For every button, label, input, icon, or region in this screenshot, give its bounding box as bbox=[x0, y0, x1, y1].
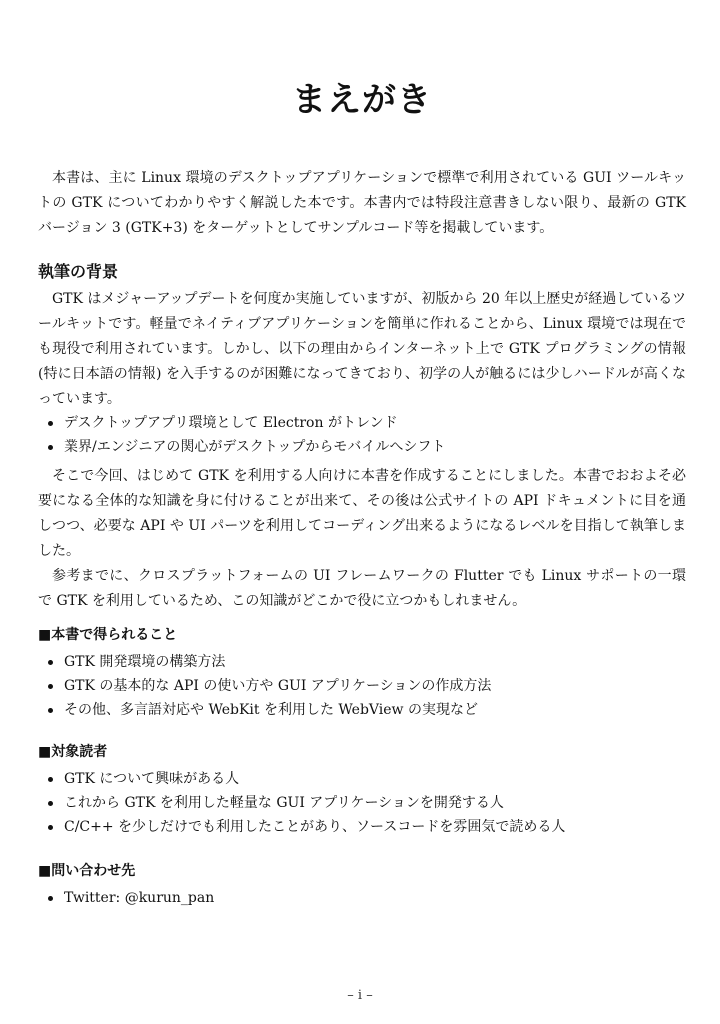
audience-list bbox=[38, 767, 686, 839]
audience-heading: ■対象読者 bbox=[38, 744, 108, 760]
background-paragraph-3: 参考までに、クロスプラットフォームの UI フレームワークの Flutter でも Linux サポートの一環で GTK を利用しているため、この知識がどこかで役に立つかもしれません。 bbox=[38, 568, 686, 609]
background-body-2 bbox=[38, 464, 686, 614]
background-list bbox=[38, 411, 686, 459]
contact-heading: ■問い合わせ先 bbox=[38, 863, 136, 879]
gains-section bbox=[38, 624, 686, 644]
list-item: その他、多言語対応や WebKit を利用した WebView の実現など bbox=[64, 698, 686, 722]
page-number: – i – bbox=[347, 988, 373, 1003]
page-title: まえがき bbox=[292, 80, 432, 120]
audience-section bbox=[38, 741, 686, 761]
list-item: GTK について興味がある人 bbox=[64, 767, 686, 791]
list-item: GTK 開発環境の構築方法 bbox=[64, 650, 686, 674]
list-item: 業界/エンジニアの関心がデスクトップからモバイルへシフト bbox=[64, 435, 686, 459]
background-paragraph-2: そこで今回、はじめて GTK を利用する人向けに本書を作成することにしました。本書でおおよそ必要になる全体的な知識を身に付けることが出来て、その後は公式サイトの API ドキュメントに目を通しつつ、必要な API や UI パーツを利用してコーディング出来るようになるレベルを目指して執筆しました。 bbox=[38, 468, 686, 559]
contact-section bbox=[38, 860, 686, 880]
background-section bbox=[38, 259, 686, 282]
intro-section bbox=[38, 166, 686, 241]
intro-paragraph: 本書は、主に Linux 環境のデスクトップアプリケーションで標準で利用されている GUI ツールキットの GTK についてわかりやすく解説した本です。本書内では特段注意書きしない限り、最新の GTK バージョン 3 (GTK+3) をターゲットとしてサンプルコード等を掲載しています。 bbox=[38, 170, 686, 236]
list-item: Twitter: @kurun_pan bbox=[64, 886, 686, 910]
list-item: GTK の基本的な API の使い方や GUI アプリケーションの作成方法 bbox=[64, 674, 686, 698]
list-item: C/C++ を少しだけでも利用したことがあり、ソースコードを雰囲気で読める人 bbox=[64, 815, 686, 839]
list-item: これから GTK を利用した軽量な GUI アプリケーションを開発する人 bbox=[64, 791, 686, 815]
contact-list bbox=[38, 886, 686, 910]
background-body bbox=[38, 287, 686, 412]
gains-heading: ■本書で得られること bbox=[38, 627, 178, 643]
background-paragraph-1: GTK はメジャーアップデートを何度か実施していますが、初版から 20 年以上歴史が経過しているツールキットです。軽量でネイティブアプリケーションを簡単に作れることから、Linux 環境では現在でも現役で利用されています。しかし、以下の理由からインターネット上で GTK プログラミングの情報 (特に日本語の情報) を入手するのが困難になってきており、初学の人が触るには少しハードルが高くなっています。 bbox=[38, 291, 686, 407]
gains-list bbox=[38, 650, 686, 722]
background-heading: 執筆の背景 bbox=[38, 262, 119, 281]
list-item: デスクトップアプリ環境として Electron がトレンド bbox=[64, 411, 686, 435]
